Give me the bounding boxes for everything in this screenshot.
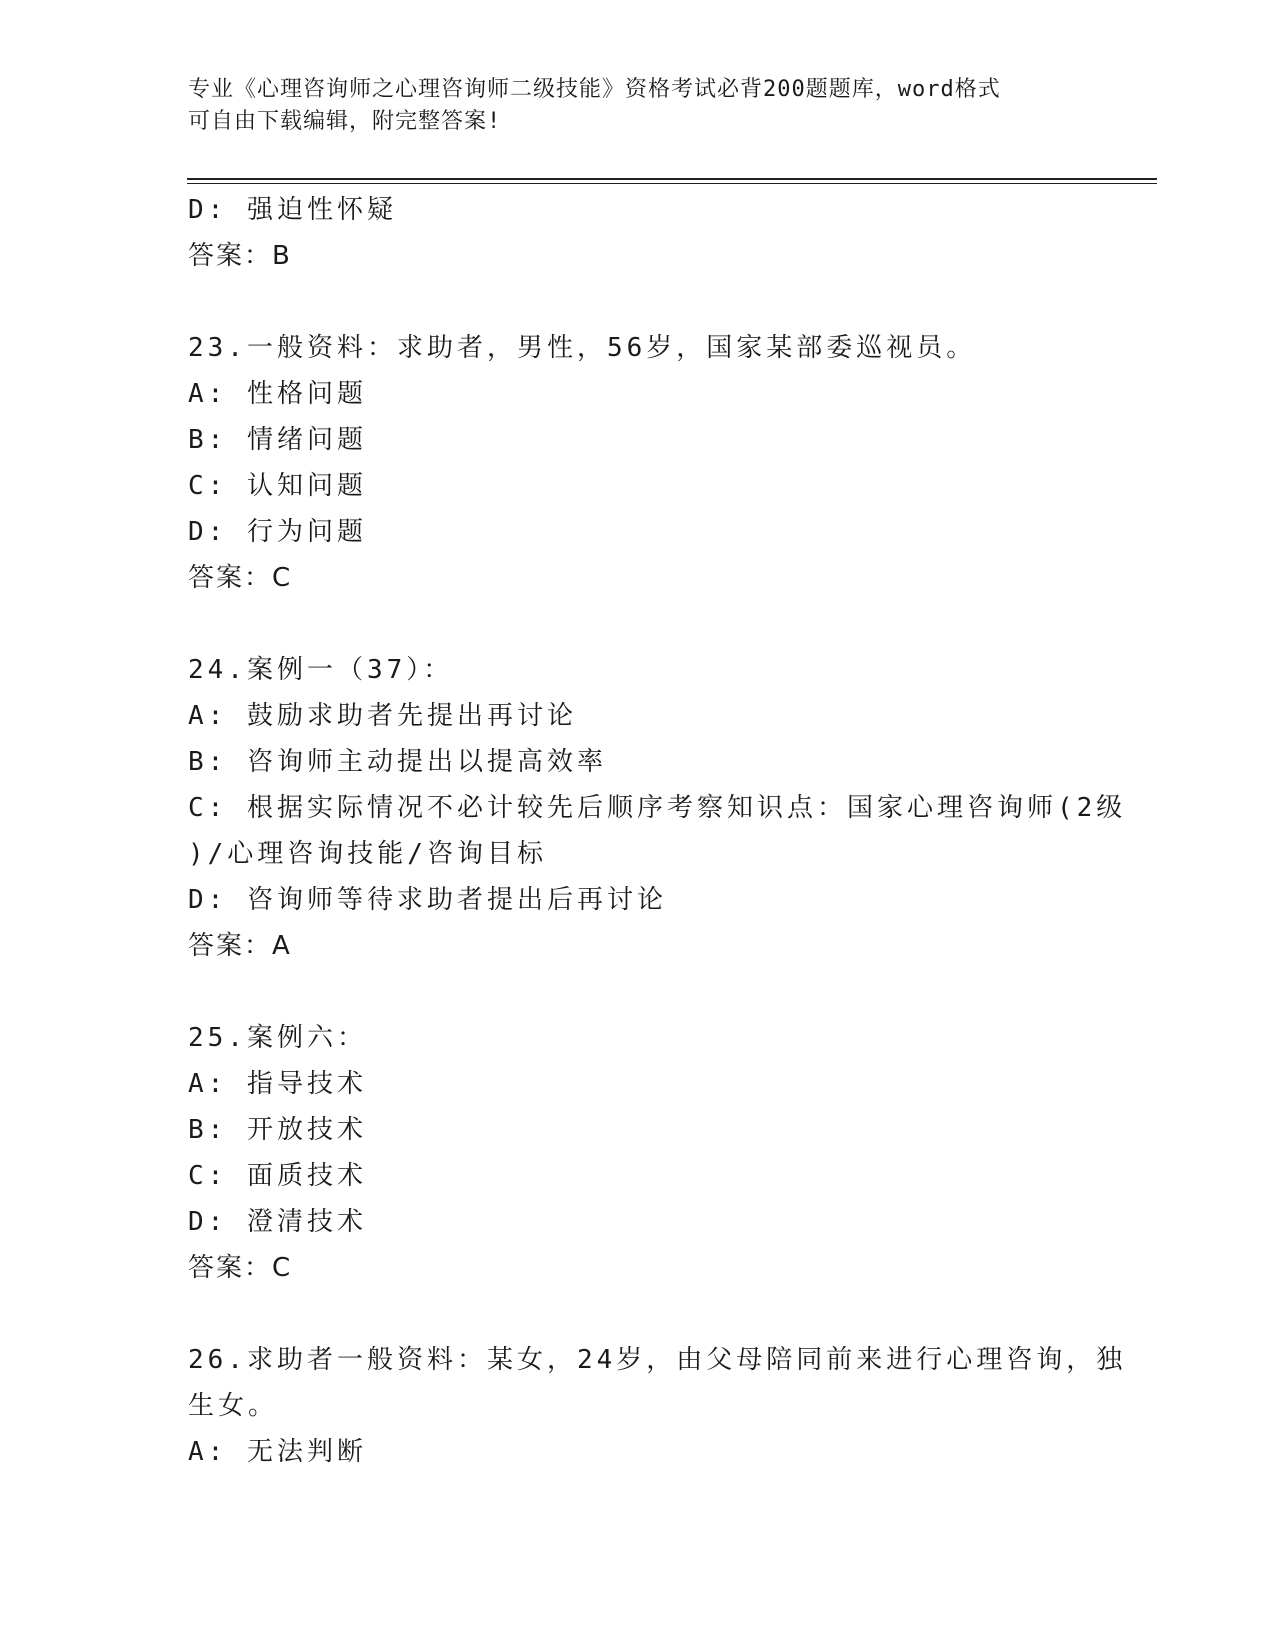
question-text: 25.案例六： bbox=[188, 1023, 367, 1053]
option-a: A: 鼓励求助者先提出再讨论 bbox=[188, 701, 577, 731]
question-text-continued: 生女。 bbox=[188, 1391, 279, 1421]
option-a: A: 指导技术 bbox=[188, 1069, 367, 1099]
header-line-1: 专业《心理咨询师之心理咨询师二级技能》资格考试必背200题题库，word格式 bbox=[188, 77, 1001, 102]
option-d: D: 咨询师等待求助者提出后再讨论 bbox=[188, 885, 667, 915]
question-block-22 bbox=[188, 187, 1088, 279]
question-text: 23.一般资料：求助者，男性，56岁，国家某部委巡视员。 bbox=[188, 333, 977, 363]
question-block-25 bbox=[188, 1015, 1088, 1291]
option-b: B: 开放技术 bbox=[188, 1115, 367, 1145]
option-b: B: 情绪问题 bbox=[188, 425, 367, 455]
header-divider-thick bbox=[187, 178, 1157, 180]
question-text: 26.求助者一般资料：某女，24岁，由父母陪同前来进行心理咨询，独 bbox=[188, 1345, 1127, 1375]
option-c: C: 面质技术 bbox=[188, 1161, 367, 1191]
answer-line: 答案：C bbox=[188, 563, 293, 593]
option-a: A: 无法判断 bbox=[188, 1437, 367, 1467]
option-c-continued: )/心理咨询技能/咨询目标 bbox=[188, 839, 547, 869]
question-block-23 bbox=[188, 325, 1088, 601]
option-c: C: 认知问题 bbox=[188, 471, 367, 501]
question-block-26 bbox=[188, 1337, 1127, 1475]
answer-line: 答案：A bbox=[188, 931, 292, 961]
question-block-24 bbox=[188, 647, 1127, 969]
option-d: D: 强迫性怀疑 bbox=[188, 195, 397, 225]
option-d: D: 行为问题 bbox=[188, 517, 367, 547]
header-divider-thin bbox=[187, 183, 1157, 184]
document-header bbox=[188, 74, 1068, 138]
option-b: B: 咨询师主动提出以提高效率 bbox=[188, 747, 607, 777]
option-d: D: 澄清技术 bbox=[188, 1207, 367, 1237]
answer-line: 答案：B bbox=[188, 241, 292, 271]
header-line-2: 可自由下载编辑，附完整答案! bbox=[188, 109, 502, 134]
option-c: C: 根据实际情况不必计较先后顺序考察知识点：国家心理咨询师(2级 bbox=[188, 793, 1127, 823]
question-text: 24.案例一（37）： bbox=[188, 655, 454, 685]
answer-line: 答案：C bbox=[188, 1253, 293, 1283]
option-a: A: 性格问题 bbox=[188, 379, 367, 409]
document-body bbox=[188, 187, 1127, 1475]
